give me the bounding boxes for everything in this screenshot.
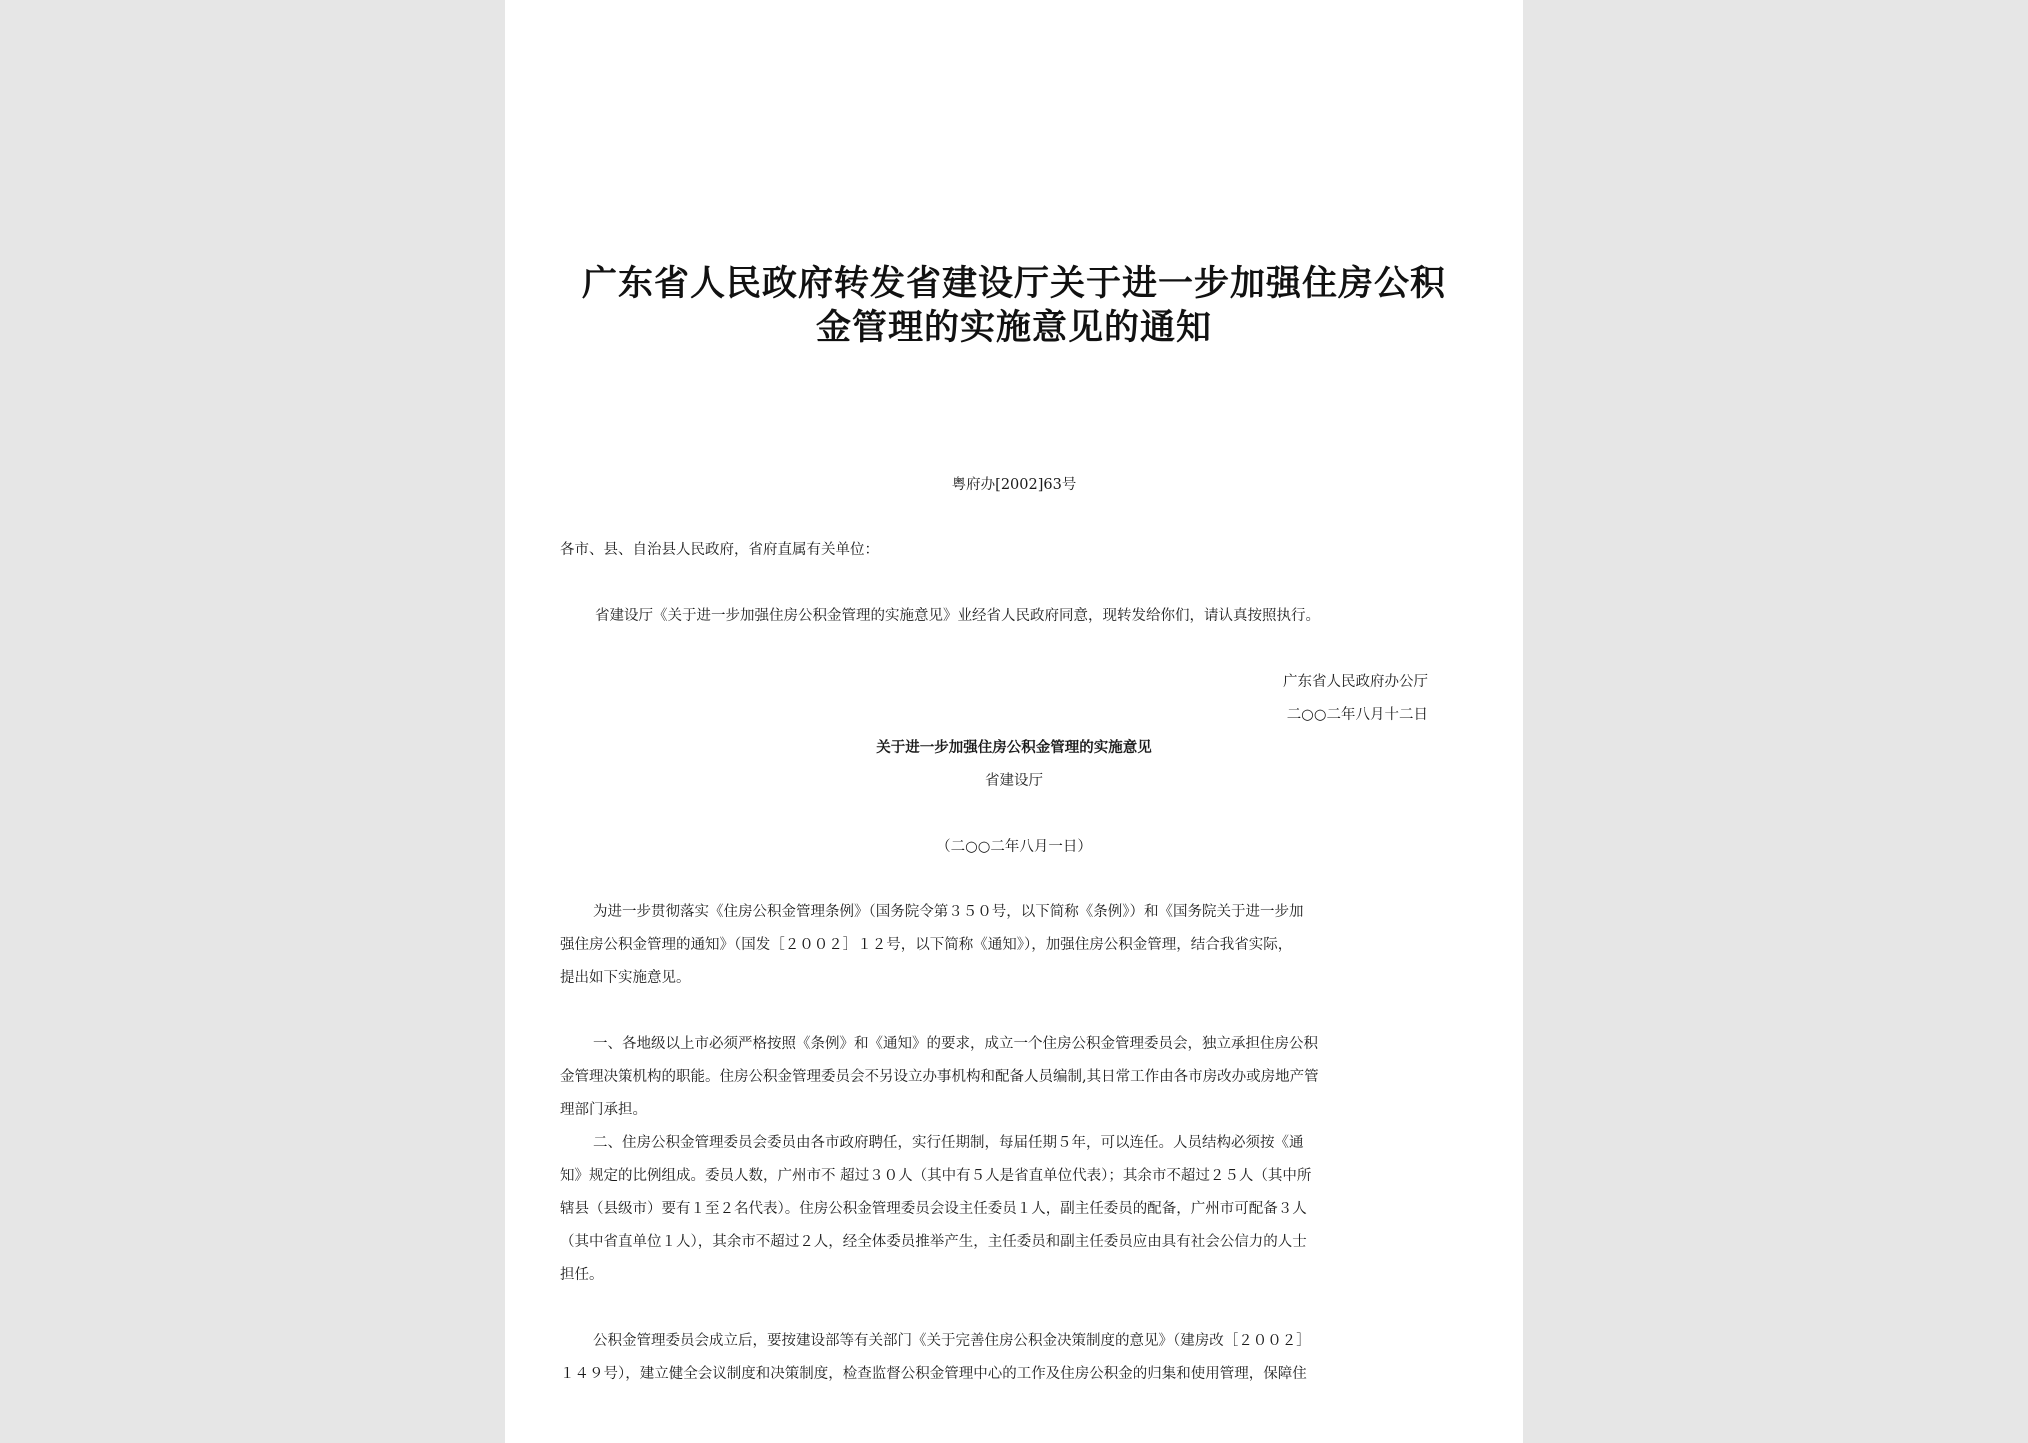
title-line-1: 广东省人民政府转发省建设厅关于进一步加强住房公积 [581, 264, 1446, 304]
section2-line-4: （其中省直单位１人），其余市不超过２人，经全体委员推举产生，主任委员和副主任委员应由具有社会公信力的人士 [560, 1234, 1307, 1250]
section2-line-1: 二、住房公积金管理委员会委员由各市政府聘任，实行任期制，每届任期５年，可以连任。人员结构必须按《通 [593, 1135, 1304, 1151]
sub-date: （二○○二年八月一日） [936, 839, 1092, 855]
document-page [505, 0, 1523, 1443]
sub-title: 关于进一步加强住房公积金管理的实施意见 [876, 739, 1152, 756]
section1-line-3: 理部门承担。 [560, 1102, 647, 1118]
doc-number: 粤府办[2002]63号 [951, 477, 1077, 493]
issuer: 广东省人民政府办公厅 [1283, 674, 1428, 690]
document-title [565, 262, 1463, 350]
section2-line-5: 担任。 [560, 1267, 604, 1283]
section2-line-2: 知》规定的比例组成。委员人数，广州市不 超过３０人（其中有５人是省直单位代表）；其余市不超过２５人（其中所 [560, 1168, 1312, 1184]
title-line-2: 金管理的实施意见的通知 [815, 308, 1212, 348]
section1-line-1: 一、各地级以上市必须严格按照《条例》和《通知》的要求，成立一个住房公积金管理委员会，独立承担住房公积 [593, 1036, 1318, 1052]
section2-line-3: 辖县（县级市）要有１至２名代表）。住房公积金管理委员会设主任委员１人，副主任委员的配备，广州市可配备３人 [560, 1201, 1307, 1217]
section1-line-2: 金管理决策机构的职能。住房公积金管理委员会不另设立办事机构和配备人员编制,其日常工作由各市房改办或房地产管 [560, 1069, 1319, 1085]
addressee: 各市、县、自治县人民政府，省府直属有关单位： [560, 542, 879, 558]
intro-line-1: 为进一步贯彻落实《住房公积金管理条例》（国务院令第３５０号，以下简称《条例》）和《国务院关于进一步加 [593, 904, 1304, 920]
issue-date: 二○○二年八月十二日 [1286, 707, 1428, 723]
intro-line-2: 强住房公积金管理的通知》（国发［２００２］１２号，以下简称《通知》），加强住房公积金管理，结合我省实际， [560, 937, 1293, 953]
section3-line-2: １４９号），建立健全会议制度和决策制度，检查监督公积金管理中心的工作及住房公积金的归集和使用管理，保障住 [560, 1366, 1307, 1382]
section3-line-1: 公积金管理委员会成立后，要按建设部等有关部门《关于完善住房公积金决策制度的意见》（建房改［２００２］ [593, 1333, 1311, 1349]
sub-author: 省建设厅 [985, 773, 1043, 789]
forward-text: 省建设厅《关于进一步加强住房公积金管理的实施意见》业经省人民政府同意，现转发给你们，请认真按照执行。 [595, 608, 1320, 624]
intro-line-3: 提出如下实施意见。 [560, 970, 691, 986]
